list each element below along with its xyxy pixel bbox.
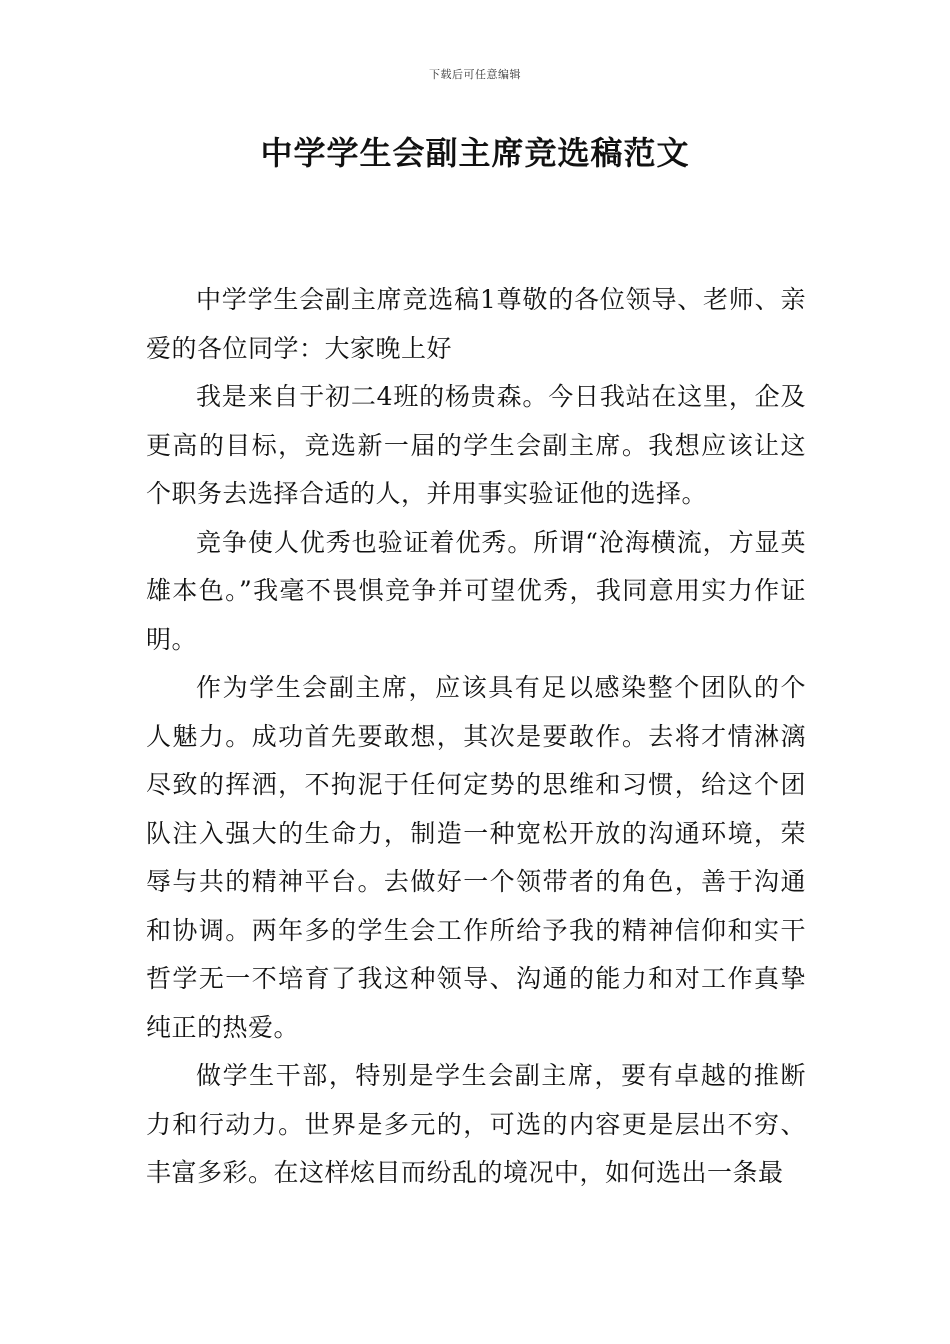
paragraph-3: 竞争使人优秀也验证着优秀。所谓“沧海横流，方显英雄本色。”我毫不畏惧竞争并可望优秀，我同意用实力作证明。 [146, 527, 806, 654]
document-body [146, 276, 806, 1198]
header-note: 下载后可任意编辑 [429, 68, 521, 81]
paragraph-1: 中学学生会副主席竞选稿1尊敬的各位领导、老师、亲爱的各位同学：大家晚上好 [146, 285, 806, 363]
document-title: 中学学生会副主席竞选稿范文 [260, 134, 690, 172]
paragraph-2: 我是来自于初二4班的杨贵森。今日我站在这里，企及更高的目标，竞选新一届的学生会副主席。我想应该让这个职务去选择合适的人，并用事实验证他的选择。 [146, 382, 806, 508]
paragraph-5: 做学生干部，特别是学生会副主席，要有卓越的推断力和行动力。世界是多元的，可选的内容更是层出不穷、丰富多彩。在这样炫目而纷乱的境况中，如何选出一条最 [146, 1061, 806, 1187]
paragraph-4: 作为学生会副主席，应该具有足以感染整个团队的个人魅力。成功首先要敢想，其次是要敢作。去将才情淋漓尽致的挥洒，不拘泥于任何定势的思维和习惯，给这个团队注入强大的生命力，制造一种宽松开放的沟通环境，荣辱与共的精神平台。去做好一个领带者的角色，善于沟通和协调。两年多的学生会工作所给予我的精神信仰和实干哲学无一不培育了我这种领导、沟通的能力和对工作真挚纯正的热爱。 [146, 673, 806, 1042]
